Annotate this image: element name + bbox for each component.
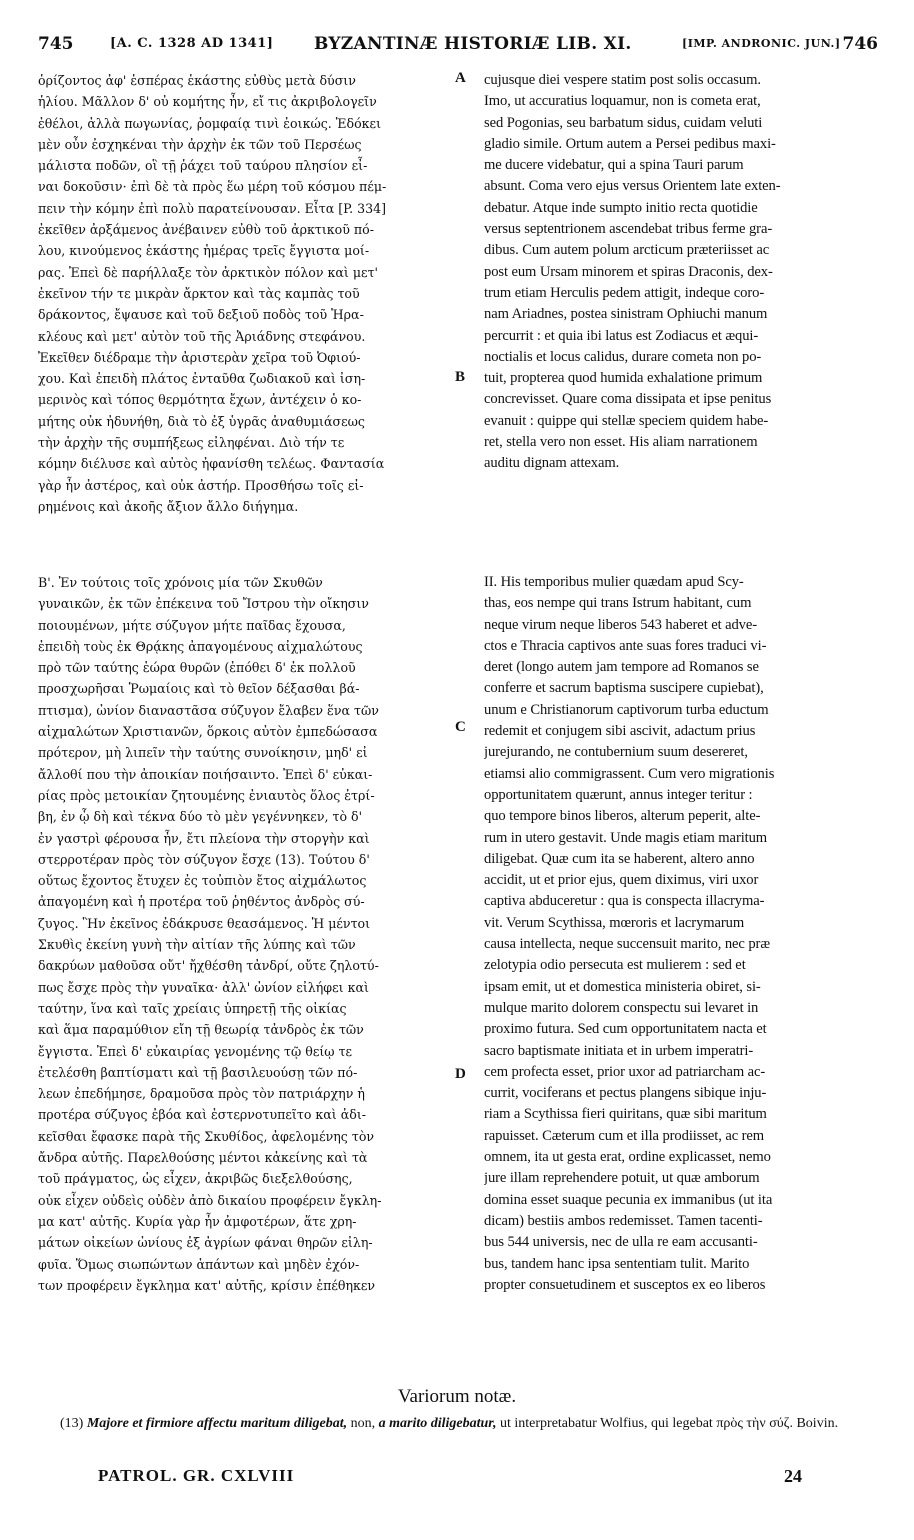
text-line: omnem, ita ut gesta erat, ordine explicasset, nemo	[484, 1149, 771, 1166]
section-marker-c: C	[455, 719, 466, 735]
text-line: auditu dignam attexam.	[484, 455, 620, 472]
text-line: Ἐκεῖθεν διέδραμε τὴν ἀριστερὰν χεῖρα τοῦ Ὀφιού-	[38, 349, 361, 365]
text-line: μερινὸς καὶ τόπος θερμότητα ἔχων, ἀντέχειν ὁ κο-	[38, 392, 362, 408]
text-line: jure illam reprehendere potuit, ut quæ amborum	[484, 1170, 760, 1187]
text-line: vit. Verum Scythissa, mœroris et lacrymarum	[484, 914, 745, 931]
text-line: μάτων οἰκείων ὠνίους ἐξ ἀγρίων φάναι θηρῶν εἰλη-	[38, 1235, 373, 1251]
text-line: Σκυθὶς ἐκείνη γυνὴ τὴν αἰτίαν τῆς λύπης καὶ τῶν	[38, 937, 356, 953]
text-line: ἐκεῖνον τήν τε μικρὰν ἄρκτον καὶ τὰς καμπὰς τοῦ	[38, 285, 360, 301]
text-line: κεῖσθαι ἔφασκε παρὰ τῆς Σκυθίδος, ἀφελομένης τὸν	[38, 1128, 375, 1144]
text-line: των προφέρειν ἔγκλημα κατ' αὐτῆς, κρίσιν ἐπέθηκεν	[38, 1277, 376, 1293]
text-line: τοῦ πράγματος, ὡς εἶχεν, ἀκριβῶς διεξελθούσης,	[38, 1171, 353, 1187]
text-line: ἐτελέσθη βαπτίσματι καὶ τῇ βασιλευούσῃ τῶν πό-	[38, 1064, 358, 1080]
footer-signature: 24	[784, 1466, 802, 1486]
text-line: Β'. Ἐν τούτοις τοῖς χρόνοις μία τῶν Σκυθῶν	[38, 575, 323, 590]
text-line: bus 544 universis, nec de ulla re eam accusanti-	[484, 1234, 758, 1251]
text-line: evanuit : quippe qui stellæ speciem quidem habe-	[484, 412, 769, 429]
text-line: ρημένοις καὶ ἀκοῆς ἄξιον ἄλλο διήγημα.	[38, 498, 299, 514]
text-line: concrevisset. Quare coma dissipata et ipse penitus	[484, 391, 772, 408]
text-line: rapuisset. Cæterum cum et illa prodiisset, ac rem	[484, 1127, 765, 1144]
text-line: ζυγος. Ἣν ἐκεῖνος ἐδάκρυσε θεασάμενος. Ἡ μέντοι	[38, 915, 371, 931]
text-line: etiamsi alio commigrassent. Cum vero migrationis	[484, 765, 775, 782]
text-line: χου. Καὶ ἐπειδὴ πλάτος ἐνταῦθα ζωδιακοῦ καὶ ἰση-	[38, 371, 366, 387]
text-line: μὲν οὖν ἐσχηκέναι τὴν ἀρχὴν ἐκ τῶν τοῦ Περσέως	[38, 136, 362, 152]
text-line: deret (longo autem jam tempore ad Romanos se	[484, 659, 759, 676]
text-line: cem profecta esset, prior uxor ad patriarcham ac-	[484, 1063, 766, 1080]
text-line: causa intellecta, neque succensuit marito, nec præ	[484, 936, 770, 953]
text-line: propter consuetudinem et susceptos ex eo liberos	[484, 1276, 766, 1293]
text-line: riam a Scythissa fieri quiritans, quæ sibi maritum	[484, 1106, 767, 1123]
text-line: προτέρα σύζυγος ἐβόα καὶ ἐστερνοτυπεῖτο καὶ ἀδι-	[38, 1107, 367, 1123]
text-line: ἐκεῖθεν ἀρξάμενος ἀνέβαινεν εὐθὺ τοῦ ἀρκτικοῦ πό-	[38, 222, 374, 238]
section-marker-b: B	[455, 369, 466, 385]
footnote-italic-1: Majore et firmiore affectu maritum diligebat,	[86, 1416, 348, 1431]
text-line: unum e Christianorum captivorum turba eductum	[484, 701, 769, 718]
text-line: versus septentrionem ascendebat tribus ferme gra-	[484, 221, 773, 238]
text-line: mulque marito dolorem conspectu sui levaret in	[484, 999, 759, 1016]
text-line: δακρύων μαθοῦσα οὔτ' ἤχθέσθη τἀνδρί, οὔτε ζηλοτύ-	[38, 958, 379, 974]
greek-column-top	[38, 70, 452, 517]
text-line: λου, κινούμενος ἑκάστης ἡμέρας τρεῖς ἔγγιστα μοί-	[38, 243, 370, 259]
footnote-italic-2: a marito diligebatur,	[378, 1416, 497, 1431]
text-line: μάλιστα ποδῶν, οἳ τῇ ῥάχει τοῦ ταύρου πλησίον εἶ-	[38, 158, 368, 174]
header-date: [A. C. 1328 AD 1341]	[110, 36, 274, 51]
text-line: sacro baptismate initiata et in urbem imperatri-	[484, 1042, 754, 1059]
page-number-left: 745	[38, 34, 74, 54]
text-line: οὐκ εἶχεν οὐδεὶς οὐδὲν ἀπὸ δικαίου προφέρειν ἔγκλη-	[38, 1192, 382, 1208]
text-line: ἄλλοθί που τὴν ἀποικίαν ποιήσαιντο. Ἐπεὶ δ' εὐκαι-	[38, 766, 373, 782]
text-line: Imo, ut accuratius loquamur, non is cometa erat,	[484, 93, 761, 110]
text-line: ἔγγιστα. Ἐπεὶ δ' εὐκαιρίας γενομένης τῷ θείῳ τε	[38, 1043, 353, 1059]
text-line: domina esset suaque pecunia ex immanibus (ut ita	[484, 1191, 773, 1208]
text-line: thas, eos nempe qui trans Istrum habitant, cum	[484, 595, 752, 612]
text-line: gladio simile. Ortum autem a Persei pedibus maxi-	[484, 135, 776, 152]
text-line: jurejurando, ne contubernium suum desereret,	[484, 744, 748, 761]
text-line: redemit et conjugem sibi ascivit, adactum prius	[484, 723, 756, 740]
text-line: tuit, propterea quod humida exhalatione primum	[484, 370, 763, 387]
text-line: ἄνδρα αὐτῆς. Παρελθούσης μέντοι κἀκείνης καὶ τὰ	[38, 1150, 368, 1166]
text-line: diligebat. Quæ cum ita se haberent, altero anno	[484, 850, 755, 867]
text-line: ret, stella vero non esset. His aliam narrationem	[484, 434, 758, 451]
text-line: δράκοντος, ἔψαυσε καὶ τοῦ δεξιοῦ ποδὸς τοῦ Ἡρα-	[38, 307, 364, 323]
text-line: quo tempore binos liberos, alterum peperit, alte-	[484, 808, 761, 825]
latin-column-bottom	[484, 572, 876, 1296]
text-line: πτισμα), ὠνίον διαναστᾶσα σύζυγον ἔλαβεν ἕνα τῶν	[38, 702, 379, 718]
footnote-text-2: ut interpretabatur Wolfius, qui legebat πρὸς τὴν σύζ. Boivin.	[496, 1416, 839, 1431]
text-line: προσχωρῆσαι Ῥωμαίοις καὶ τὸ θεῖον δέξασθαι βά-	[38, 681, 360, 697]
text-line: τὴν ἀρχὴν τῆς συμπήξεως εἰληφέναι. Διὸ τήν τε	[38, 435, 345, 451]
text-line: ταύτην, ἵνα καὶ ταῖς χρείαις ὑπηρετῇ τῆς οἰκίας	[38, 1000, 347, 1016]
text-line: στερροτέραν πρὸς τὸν σύζυγον ἔσχε (13). Τούτου δ'	[38, 851, 370, 867]
text-line: conferre et sacrum baptisma suscipere cupiebat),	[484, 680, 764, 697]
text-line: proximo futura. Sed cum opportunitatem nacta et	[484, 1021, 767, 1038]
notes-title: Variorum notæ.	[397, 1386, 517, 1407]
greek-column-bottom	[38, 572, 456, 1296]
text-line: ρας. Ἐπεὶ δὲ παρήλλαξε τὸν ἀρκτικὸν πόλον καὶ μετ'	[38, 264, 379, 280]
text-line: dibus. Cum autem polum arcticum præteriisset ac	[484, 242, 770, 259]
text-line: me ducere videbatur, qui a spina Tauri parum	[484, 157, 744, 174]
text-line: ipsam emit, ut et domestica ministeria obiret, si-	[484, 978, 761, 995]
text-line: γὰρ ἦν ἀστέρος, καὶ οὐκ ἀστήρ. Προσθήσω τοῖς εἰ-	[38, 477, 364, 493]
text-line: καὶ ἅμα παραμύθιον εἴη τῇ θεωρίᾳ τἀνδρὸς ἐκ τῶν	[38, 1022, 364, 1038]
text-line: ποιουμένων, μήτε σύζυγον μήτε παῖδας ἔχουσα,	[38, 617, 346, 633]
text-line: πως ἔσχε πρὸς τὴν γυναῖκα· ἀλλ' ὠνίον εἰλήφει καὶ	[38, 979, 369, 995]
header-emperor: [IMP. ANDRONIC. JUN.]	[682, 37, 841, 50]
text-line: φυῖα. Ὅμως σιωπώντων ἁπάντων καὶ μηδὲν ἐχόν-	[38, 1256, 360, 1272]
text-line: II. His temporibus mulier quædam apud Scy-	[484, 574, 744, 590]
footer-series: PATROL. GR. CXLVIII	[98, 1466, 295, 1485]
text-line: πρότερον, μὴ λιπεῖν τὴν ταύτης συνοίκησιν, μηδ' εἰ	[38, 745, 368, 761]
text-line: αἰχμαλώτων Χριστιανῶν, ὅρκοις αὐτὸν ἐμπεδώσασα	[38, 724, 378, 740]
text-line: ἀπαγομένη καὶ ἡ προτέρα τοῦ ῥηθέντος ἀνδρὸς σύ-	[38, 894, 365, 910]
running-header	[30, 34, 886, 60]
text-line: κλέους καὶ μετ' αὐτὸν τοῦ τῆς Ἀριάδνης στεφάνου.	[38, 328, 366, 344]
text-line: cujusque diei vespere statim post solis occasum.	[484, 72, 761, 88]
latin-column-top	[484, 70, 876, 475]
text-line: post eum Ursam minorem et spiras Draconis, dex-	[484, 263, 773, 280]
text-line: nam Ariadnes, postea sinistram Ophiuchi manum	[484, 306, 768, 323]
text-line: neque virum neque liberos 543 haberet et adve-	[484, 616, 757, 633]
text-line: μήτης οὐκ ἠδυνήθη, διὰ τὸ ἐξ ὑγρᾶς ἀναθυμιάσεως	[38, 413, 365, 429]
text-line: ὁρίζοντος ἀφ' ἑσπέρας ἑκάστης εὐθὺς μετὰ δύσιν	[38, 73, 356, 88]
text-line: percurrit : et quia ibi latus est Zodiacus et æqui-	[484, 327, 759, 344]
text-line: accidit, ut et prior ejus, quem diximus, viri uxor	[484, 872, 759, 889]
text-line: πρὸ τῶν ταύτης ἑώρα θυρῶν (ἐπόθει δ' ἐκ πολλοῦ	[38, 660, 356, 676]
text-line: λεων ἐπεδήμησε, δραμοῦσα πρὸς τὸν πατριάρχην ἡ	[38, 1086, 365, 1102]
text-line: ctos e Thracia captivos ante suas fores traduci vi-	[484, 637, 767, 654]
text-line: rum in utero gestavit. Unde magis etiam maritum	[484, 829, 768, 846]
text-line: μα κατ' αὐτῆς. Κυρία γὰρ ἦν ἀμφοτέρων, ἅτε χρη-	[38, 1213, 357, 1229]
text-line: bus, tandem hanc ipsa sententiam tulit. Marito	[484, 1255, 750, 1272]
text-line: debatur. Atque inde sumpto initio recta quotidie	[484, 199, 758, 216]
section-marker-a: A	[455, 70, 466, 86]
text-line: ἐπειδὴ τοὺς ἐκ Θρᾴκης ἀπαγομένους αἰχμαλώτους	[38, 638, 363, 654]
text-line: noctialis et locus calidus, durare cometa non po-	[484, 348, 762, 365]
header-title: BYZANTINÆ HISTORIÆ LIB. XI.	[314, 34, 632, 54]
text-line: ἐθέλοι, ἀλλὰ πωγωνίας, ῥομφαίᾳ τινὶ ἐοικώς. Ἐδόκει	[38, 115, 382, 131]
text-line: absunt. Coma vero ejus versus Orientem late exten-	[484, 178, 781, 195]
text-line: βη, ἐν ᾧ δὴ καὶ τέκνα δύο τὸ μὲν γεγέννηκεν, τὸ δ'	[38, 809, 363, 825]
text-line: opportunitatem quærunt, annus integer teritur :	[484, 786, 753, 803]
text-line: κόμην διέλυσε καὶ αὐτὸς ἠφανίσθη τελέως. Φαντασία	[38, 456, 385, 472]
text-line: πειν τὴν κόμην ἐπὶ πολὺ παρατείνουσαν. Εἶτα [P. 334]	[38, 200, 387, 216]
footnote-text-1: non,	[347, 1416, 379, 1431]
text-line: γυναικῶν, ἐκ τῶν ἐπέκεινα τοῦ Ἴστρου τὴν οἴκησιν	[38, 596, 369, 612]
text-line: zelotypia odio persecuta est mulierem : sed et	[484, 957, 746, 974]
text-line: trum etiam Herculis pedem attigit, indeque coro-	[484, 284, 765, 301]
footnote-number: (13)	[60, 1416, 84, 1431]
text-line: ρίας πρὸς μετοικίαν ζητουμένης ἐνιαυτὸς ὅλος ἐτρί-	[38, 787, 375, 803]
text-line: captiva abduceretur : qua is conspecta illacryma-	[484, 893, 765, 910]
page-number-right: 746	[842, 34, 878, 54]
text-line: ἐν γαστρὶ φέρουσα ἦν, ἔτι πλείονα τὴν στοργὴν καὶ	[38, 830, 370, 846]
text-line: ἡλίου. Μᾶλλον δ' οὐ κομήτης ἦν, εἴ τις ἀκριβολογεῖν	[38, 94, 377, 110]
text-line: dicam) bestiis ambos redemisset. Tamen tacenti-	[484, 1212, 763, 1229]
section-marker-d: D	[455, 1066, 466, 1082]
text-line: οὕτως ἔχοντος ἔτυχεν ἐς τοὐπιὸν ἔτος αἰχμάλωτος	[38, 873, 367, 889]
text-line: ναι δοκοῦσιν· ἐπὶ δὲ τὰ πρὸς ἕω μέρη τοῦ κόσμου πέμ-	[38, 179, 387, 195]
text-line: currit, vociferans et pectus plangens sibique inju-	[484, 1085, 767, 1102]
footnote	[60, 1414, 880, 1433]
text-line: sed Pogonias, seu barbatum sidus, cuidam veluti	[484, 114, 763, 131]
